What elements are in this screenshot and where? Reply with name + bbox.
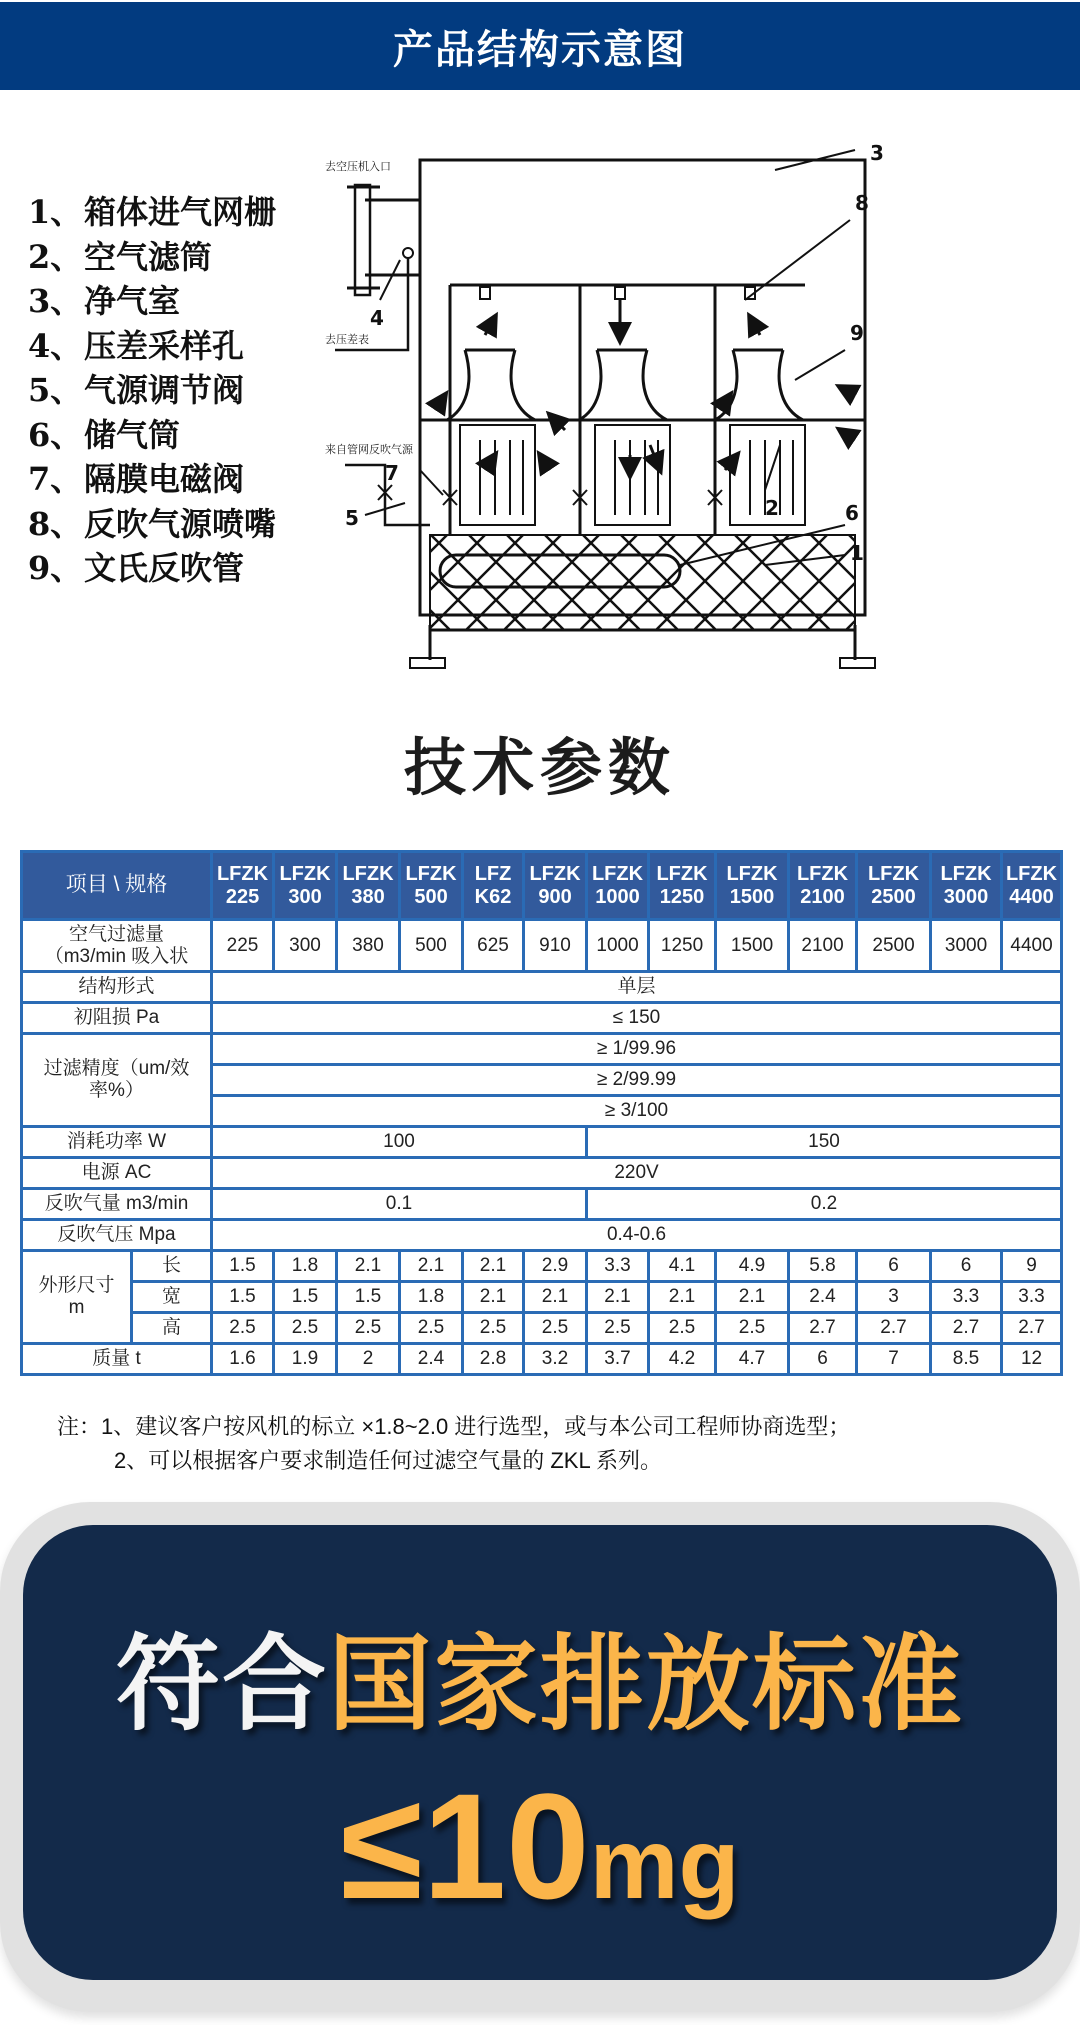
table-row-height: 高 2.5 2.5 2.5 2.5 2.5 2.5 2.5 2.5 2.5 2.7 2.7 2.7 2.7 xyxy=(22,1313,1062,1344)
model-header: LFZK 2500 xyxy=(857,852,931,920)
row-label: 外形尺寸 m xyxy=(22,1251,132,1344)
note-line-1: 注：1、建议客户按风机的标立 ×1.8~2.0 进行选型，或与本公司工程师协商选型； xyxy=(57,1414,851,1439)
label-to-gauge: 去压差表 xyxy=(325,333,369,346)
callout-5: 5 xyxy=(345,506,359,530)
model-header: LFZK 1250 xyxy=(649,852,716,920)
label-from-source: 来自管网反吹气源 xyxy=(325,443,413,456)
table-row-supply: 电源 AC 220V xyxy=(22,1158,1062,1189)
label-to-compressor: 去空压机入口 xyxy=(325,160,391,173)
row-label: 反吹气压 Mpa xyxy=(22,1220,212,1251)
legend-item: 6、储气筒 xyxy=(28,415,181,454)
table-row-power: 消耗功率 W 100 150 xyxy=(22,1127,1062,1158)
component-legend xyxy=(28,190,328,591)
note-line-2: 2、可以根据客户要求制造任何过滤空气量的 ZKL 系列。 xyxy=(114,1448,662,1473)
table-row-resistance: 初阻损 Pa ≤ 150 xyxy=(22,1003,1062,1034)
model-header: LFZK 4400 xyxy=(1002,852,1062,920)
callout-8: 8 xyxy=(855,191,869,215)
callout-4: 4 xyxy=(370,306,384,330)
header-label: 项目 \ 规格 xyxy=(22,852,212,920)
sub-label: 高 xyxy=(132,1313,212,1344)
sub-label: 长 xyxy=(132,1251,212,1282)
model-header: LFZK 380 xyxy=(337,852,400,920)
top-banner xyxy=(0,2,1080,90)
row-label: 质量 t xyxy=(22,1344,212,1375)
table-row-length: 外形尺寸 m 长 1.5 1.8 2.1 2.1 2.1 2.9 3.3 4.1 4.9 5.8 6 6 9 xyxy=(22,1251,1062,1282)
model-header: LFZK 225 xyxy=(212,852,274,920)
model-header: LFZK 300 xyxy=(274,852,337,920)
legend-item: 3、净气室 xyxy=(28,282,181,320)
promo-gold-text: 国家排放标准 xyxy=(328,1623,965,1745)
legend-item: 5、气源调节阀 xyxy=(28,371,245,409)
model-header: LFZK 900 xyxy=(524,852,587,920)
promo-limit xyxy=(0,1760,1080,1933)
table-row-precision: 过滤精度（um/效率%） ≥ 1/99.96 xyxy=(22,1034,1062,1065)
promo-value: 10 xyxy=(422,1762,590,1930)
legend-item: 2、空气滤筒 xyxy=(28,237,213,276)
filter-structure-drawing xyxy=(325,125,1075,680)
model-header: LFZK 1500 xyxy=(716,852,789,920)
table-row-precision: ≥ 3/100 xyxy=(22,1096,1062,1127)
section-title: 技术参数 xyxy=(403,731,676,804)
callout-1: 1 xyxy=(850,541,864,565)
table-row-blow-pressure: 反吹气压 Mpa 0.4-0.6 xyxy=(22,1220,1062,1251)
table-row-width: 宽 1.5 1.5 1.5 1.8 2.1 2.1 2.1 2.1 2.1 2.4 3 3.3 3.3 xyxy=(22,1282,1062,1313)
legend-item: 9、文氏反吹管 xyxy=(28,549,245,587)
promo-unit: mg xyxy=(589,1808,740,1920)
promo-symbol: ≤ xyxy=(340,1762,423,1930)
legend-item: 8、反吹气源喷嘴 xyxy=(28,504,277,543)
legend-item: 1、箱体进气网栅 xyxy=(28,193,277,231)
callout-2: 2 xyxy=(765,496,779,520)
row-label: 电源 AC xyxy=(22,1158,212,1189)
table-row-flow: 空气过滤量 （m3/min 吸入状 225 300 380 500 625 910 1000 1250 1500 2100 2500 3000 4400 xyxy=(22,920,1062,972)
row-label: 结构形式 xyxy=(22,972,212,1003)
table-header-row xyxy=(22,852,1062,920)
callout-9: 9 xyxy=(850,321,864,345)
spec-table xyxy=(20,850,1063,1376)
banner-title: 产品结构示意图 xyxy=(393,26,687,73)
model-header: LFZK 2100 xyxy=(789,852,857,920)
structure-diagram xyxy=(325,125,1075,680)
model-header: LFZK 3000 xyxy=(931,852,1002,920)
table-row-blow-volume: 反吹气量 m3/min 0.1 0.2 xyxy=(22,1189,1062,1220)
row-label: 过滤精度（um/效率%） xyxy=(22,1034,212,1127)
row-label: 消耗功率 W xyxy=(22,1127,212,1158)
row-label: 反吹气量 m3/min xyxy=(22,1189,212,1220)
promo-white-text: 符合 xyxy=(115,1623,328,1745)
callout-7: 7 xyxy=(385,461,399,485)
model-header: LFZK 500 xyxy=(400,852,463,920)
legend-item: 4、压差采样孔 xyxy=(28,326,245,365)
sub-label: 宽 xyxy=(132,1282,212,1313)
row-label: 空气过滤量 （m3/min 吸入状 xyxy=(22,920,212,972)
row-label: 初阻损 Pa xyxy=(22,1003,212,1034)
table-row-precision: ≥ 2/99.99 xyxy=(22,1065,1062,1096)
legend-item: 7、隔膜电磁阀 xyxy=(28,460,245,498)
model-header: LFZ K62 xyxy=(463,852,524,920)
table-row-mass: 质量 t 1.6 1.9 2 2.4 2.8 3.2 3.7 4.2 4.7 6 7 8.5 12 xyxy=(22,1344,1062,1375)
table-row-structure: 结构形式 单层 xyxy=(22,972,1062,1003)
callout-3: 3 xyxy=(870,141,884,165)
promo-headline xyxy=(0,1600,1080,1750)
spec-notes xyxy=(57,1410,1067,1478)
callout-6: 6 xyxy=(845,501,859,525)
model-header: LFZK 1000 xyxy=(587,852,649,920)
